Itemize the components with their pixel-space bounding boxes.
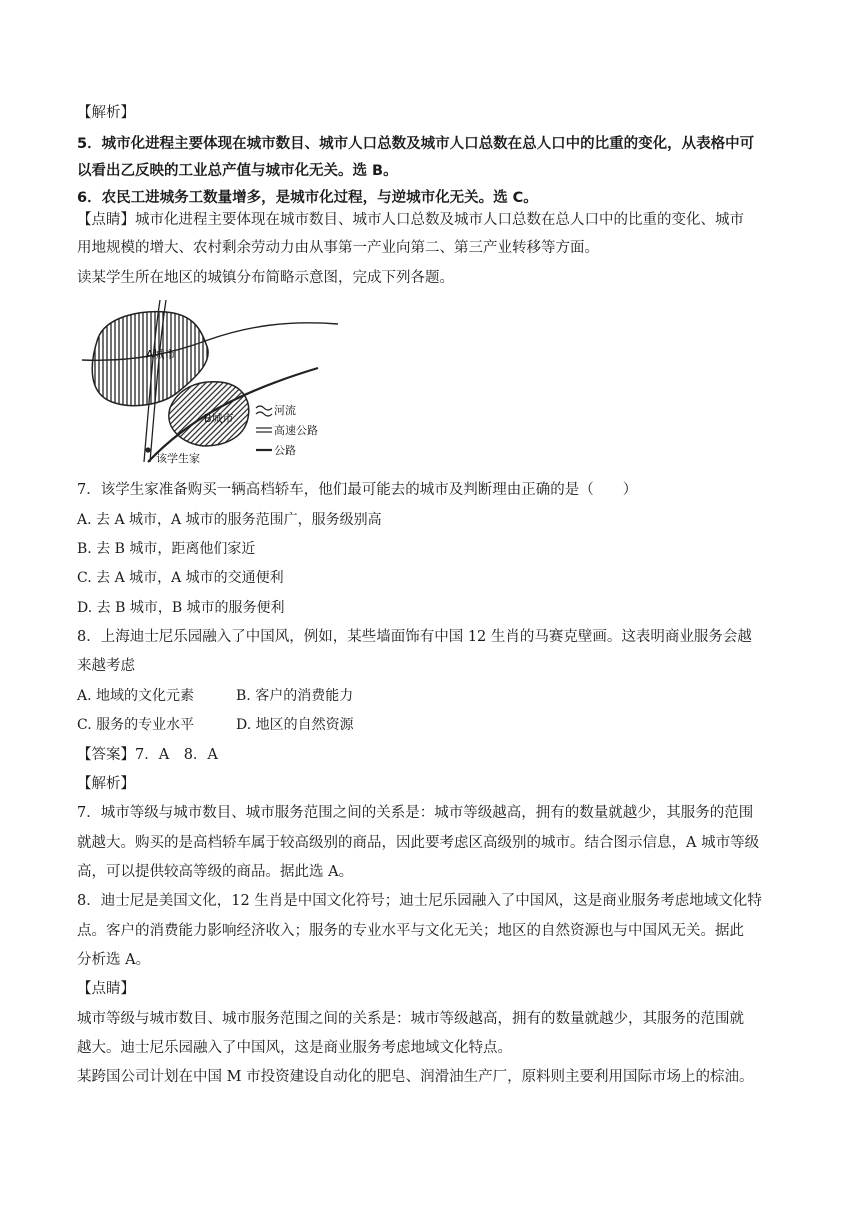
home-marker [145, 447, 150, 452]
legend-expressway: 高速公路 [274, 424, 318, 437]
q8-analysis-line-3: 分析选 A。 [77, 952, 151, 968]
question-intro: 读某学生所在地区的城镇分布简略示意图，完成下列各题。 [77, 270, 454, 286]
city-b-label: B城市 [204, 412, 234, 425]
q8-option-c: C. 服务的专业水平 [77, 717, 195, 733]
q7-stem: 7．该学生家准备购买一辆高档轿车，他们最可能去的城市及判断理由正确的是（ ） [77, 482, 638, 498]
q8-analysis-line-1: 8．迪士尼是美国文化，12 生肖是中国文化符号；迪士尼乐园融入了中国风，这是商业服务考虑地域文化特 [77, 893, 762, 909]
q8-option-b: B. 客户的消费能力 [236, 688, 354, 704]
q7-option-c: C. 去 A 城市，A 城市的交通便利 [77, 570, 284, 586]
next-question-intro: 某跨国公司计划在中国 M 市投资建设自动化的肥皂、润滑油生产厂，原料则主要利用国际市场上的棕油。 [77, 1069, 754, 1085]
q8-stem-line-1: 8．上海迪士尼乐园融入了中国风，例如，某些墙面饰有中国 12 生肖的马赛克壁画。这表明商业服务会越 [77, 629, 752, 645]
q5-analysis-line-2: 以看出乙反映的工业总产值与城市化无关。选 B。 [77, 163, 398, 179]
home-label: 该学生家 [156, 452, 200, 465]
analysis-label: 【解析】 [77, 105, 135, 121]
analysis-label-2: 【解析】 [77, 776, 135, 792]
q8-option-d: D. 地区的自然资源 [236, 717, 354, 733]
q8-option-a: A. 地域的文化元素 [77, 688, 195, 704]
q7-option-a: A. 去 A 城市，A 城市的服务范围广，服务级别高 [77, 512, 382, 528]
comment-2-line-1: 城市等级与城市数目、城市服务范围之间的关系是：城市等级越高，拥有的数量就越少，其服务的范围就 [77, 1011, 744, 1027]
comment-line-2: 用地规模的增大、农村剩余劳动力由从事第一产业向第二、第三产业转移等方面。 [77, 240, 599, 256]
q7-analysis-line-3: 高，可以提供较高等级的商品。据此选 A。 [77, 864, 354, 880]
city-a-label: A城市 [146, 348, 176, 361]
comment-2-line-2: 越大。迪士尼乐园融入了中国风，这是商业服务考虑地域文化特点。 [77, 1040, 512, 1056]
q7-analysis-line-1: 7．城市等级与城市数目、城市服务范围之间的关系是：城市等级越高，拥有的数量就越少，其服务的范围 [77, 805, 754, 821]
q7-analysis-line-2: 就越大。购买的是高档轿车属于较高级别的商品，因此要考虑区高级别的城市。结合图示信息，A 城市等级 [77, 835, 760, 851]
q8-stem-line-2: 来越考虑 [77, 658, 135, 674]
legend-river: 河流 [274, 404, 296, 417]
comment-line-1: 【点睛】城市化进程主要体现在城市数目、城市人口总数及城市人口总数在总人口中的比重的变化、城市 [77, 212, 744, 228]
q6-analysis: 6．农民工进城务工数量增多，是城市化过程，与逆城市化无关。选 C。 [77, 190, 538, 206]
q7-option-d: D. 去 B 城市，B 城市的服务便利 [77, 600, 285, 616]
comment-label-2: 【点睛】 [77, 981, 135, 997]
town-distribution-map [78, 300, 350, 470]
q8-analysis-line-2: 点。客户的消费能力影响经济收入；服务的专业水平与文化无关；地区的自然资源也与中国风无关。据此 [77, 923, 744, 939]
legend-road: 公路 [274, 444, 296, 457]
q7-option-b: B. 去 B 城市，距离他们家近 [77, 541, 256, 557]
answer-line: 【答案】7．A 8．A [77, 747, 218, 763]
q5-analysis-line-1: 5．城市化进程主要体现在城市数目、城市人口总数及城市人口总数在总人口中的比重的变化，从表格中可 [77, 136, 755, 152]
